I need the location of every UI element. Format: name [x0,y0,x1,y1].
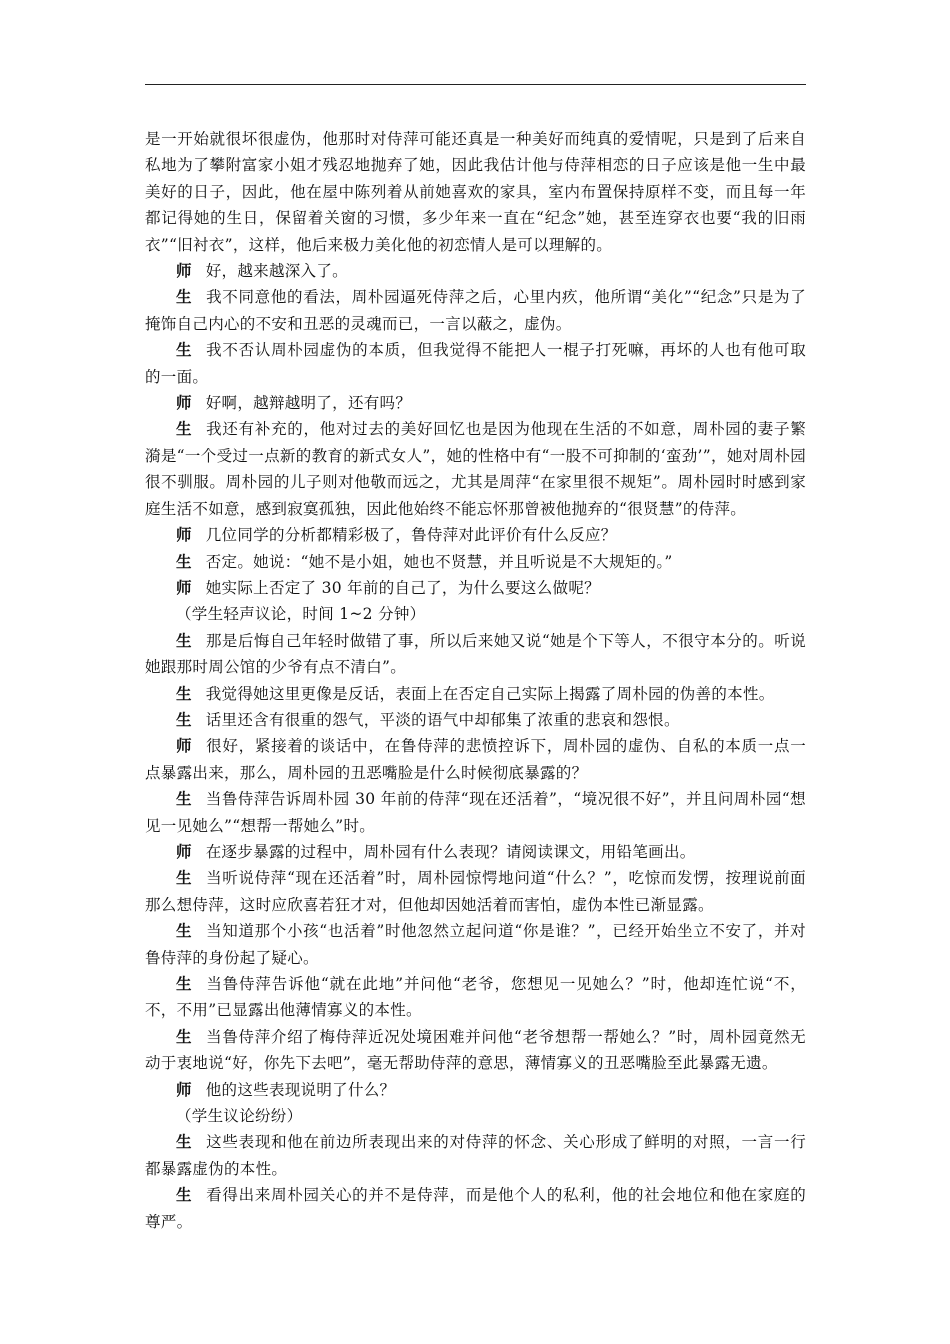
speaker-label: 生 [176,340,193,360]
speaker-label: 生 [176,1185,193,1205]
dialogue-paragraph [145,681,806,707]
dialogue-paragraph [145,284,806,337]
stage-direction [145,601,806,627]
speaker-label: 生 [176,630,192,650]
dialogue-paragraph [145,1024,806,1077]
speaker-label: 生 [176,551,192,571]
dialogue-paragraph [145,575,806,601]
paragraph-text: 当听说侍萍“现在还活着”时，周朴园惊愕地问道“什么？”，吃惊而发愣，按理说前面那么想侍萍，这时应欣喜若狂才对，但他却因她活着而害怕，虚伪本性已渐显露。 [145,869,806,914]
speaker-label: 生 [176,974,193,993]
dialogue-paragraph [145,918,806,971]
paragraph-text: 几位同学的分析都精彩极了，鲁侍萍对此评价有什么反应？ [205,526,617,545]
speaker-label: 师 [176,261,192,281]
paragraph-text: （学生议论纷纷） [176,1107,303,1126]
dialogue-paragraph [145,971,806,1024]
paragraph-text: 否定。她说：“她不是小姐，她也不贤慧，并且听说是不大规矩的。” [205,552,673,571]
paragraph-text: 这些表现和他在前边所表现出来的对侍萍的怀念、关心形成了鲜明的对照，一言一行都暴露虚伪的本性。 [145,1133,806,1178]
dialogue-paragraph [145,126,806,258]
speaker-label: 师 [176,577,192,597]
speaker-label: 生 [176,419,193,439]
paragraph-text: 那是后悔自己年轻时做错了事，所以后来她又说“她是个下等人，不很守本分的。听说她跟那时周公馆的少爷有点不清白”。 [145,631,806,677]
paragraph-text: 当鲁侍萍告诉周朴园 30 年前的侍萍“现在还活着”，“境况很不好”，并且问周朴园“想见一见她么”“想帮一帮她么”时。 [145,790,806,835]
paragraph-text: 在逐步暴露的过程中，周朴园有什么表现？请阅读课文，用铅笔画出。 [205,842,696,861]
dialogue-paragraph [145,628,806,681]
dialogue-body [145,126,806,1235]
speaker-label: 生 [176,1132,193,1152]
paragraph-text: 当鲁侍萍告诉他“就在此地”并问他“老爷，您想见一见她么？”时，他却连忙说“不，不，不用”已显露出他薄情寡义的本性。 [145,975,806,1020]
speaker-label: 生 [176,287,193,307]
dialogue-paragraph [145,258,806,284]
speaker-label: 生 [176,921,193,941]
dialogue-paragraph [145,522,806,548]
dialogue-paragraph [145,337,806,390]
paragraph-text: 话里还含有很重的怨气，平淡的语气中却郁集了浓重的悲哀和怨恨。 [205,710,680,729]
stage-direction [145,1103,806,1129]
paragraph-text: 当鲁侍萍介绍了梅侍萍近况处境困难并问他“老爷想帮一帮她么？”时，周朴园竟然无动于衷地说“好，你先下去吧”，毫无帮助侍萍的意思，薄情寡义的丑恶嘴脸至此暴露无遗。 [145,1027,806,1073]
speaker-label: 生 [176,868,193,888]
header-rule [145,84,806,85]
dialogue-paragraph [145,707,806,733]
paragraph-text: 我觉得她这里更像是反话，表面上在否定自己实际上揭露了周朴园的伪善的本性。 [205,684,775,703]
dialogue-paragraph [145,390,806,416]
dialogue-paragraph [145,549,806,575]
speaker-label: 师 [176,736,193,756]
paragraph-text: 我不同意他的看法，周朴园逼死侍萍之后，心里内疚，他所谓“美化”“纪念”只是为了掩饰自己内心的不安和丑恶的灵魂而已，一言以蔽之，虚伪。 [145,288,806,333]
speaker-label: 生 [176,789,192,809]
paragraph-text: 他的这些表现说明了什么？ [205,1080,396,1099]
dialogue-paragraph [145,839,806,865]
speaker-label: 师 [176,841,192,861]
paragraph-text: 很好，紧接着的谈话中，在鲁侍萍的悲愤控诉下，周朴园的虚伪、自私的本质一点一点暴露出来，那么，周朴园的丑恶嘴脸是什么时候彻底暴露的？ [145,737,806,782]
paragraph-text: 我不否认周朴园虚伪的本质，但我觉得不能把人一棍子打死嘛，再坏的人也有他可取的一面。 [145,341,806,386]
speaker-label: 生 [176,683,192,703]
dialogue-paragraph [145,733,806,786]
paragraph-text: 当知道那个小孩“也活着”时他忽然立起问道“你是谁？”，已经开始坐立不安了，并对鲁侍萍的身份起了疑心。 [145,922,806,967]
speaker-label: 师 [176,525,192,545]
paragraph-text: 好啊，越辩越明了，还有吗？ [205,394,412,413]
paragraph-text: 是一开始就很坏很虚伪，他那时对侍萍可能还真是一种美好而纯真的爱情呢，只是到了后来自私地为了攀附富家小姐才残忍地抛弃了她，因此我估计他与侍萍相恋的日子应该是他一生中最美好的日子，因此，他在屋中陈列着从前她喜欢的家具，室内布置保持原样不变，而且每一年都记得她的生日，保留着关窗的习惯，多少年来一直在“纪念”她，甚至连穿衣也要“我的旧雨衣”“旧衬衣”，这样，他后来极力美化他的初恋情人是可以理解的。 [145,130,806,254]
paragraph-text: 看得出来周朴园关心的并不是侍萍，而是他个人的私利，他的社会地位和他在家庭的尊严。 [145,1186,806,1231]
speaker-label: 生 [176,1026,193,1046]
paragraph-text: 我还有补充的，他对过去的美好回忆也是因为他现在生活的不如意，周朴园的妻子繁漪是“一个受过一点新的教育的新式女人”，她的性格中有“一股不可抑制的‘蛮劲’”，她对周朴园很不驯服。周朴园的儿子则对他敬而远之，尤其是周萍“在家里很不规矩”。周朴园时时感到家庭生活不如意，感到寂寞孤独，因此他始终不能忘怀那曾被他抛弃的“很贤慧”的侍萍。 [145,420,806,518]
dialogue-paragraph [145,865,806,918]
dialogue-paragraph [145,416,806,522]
paragraph-text: 好，越来越深入了。 [205,262,348,281]
dialogue-paragraph [145,1129,806,1182]
dialogue-paragraph [145,1182,806,1235]
paragraph-text: （学生轻声议论，时间 1~2 分钟） [176,605,426,624]
dialogue-paragraph [145,786,806,839]
paragraph-text: 她实际上否定了 30 年前的自己了，为什么要这么做呢？ [205,578,600,597]
speaker-label: 生 [176,709,192,729]
speaker-label: 师 [176,393,192,413]
speaker-label: 师 [176,1079,192,1099]
dialogue-paragraph [145,1077,806,1103]
